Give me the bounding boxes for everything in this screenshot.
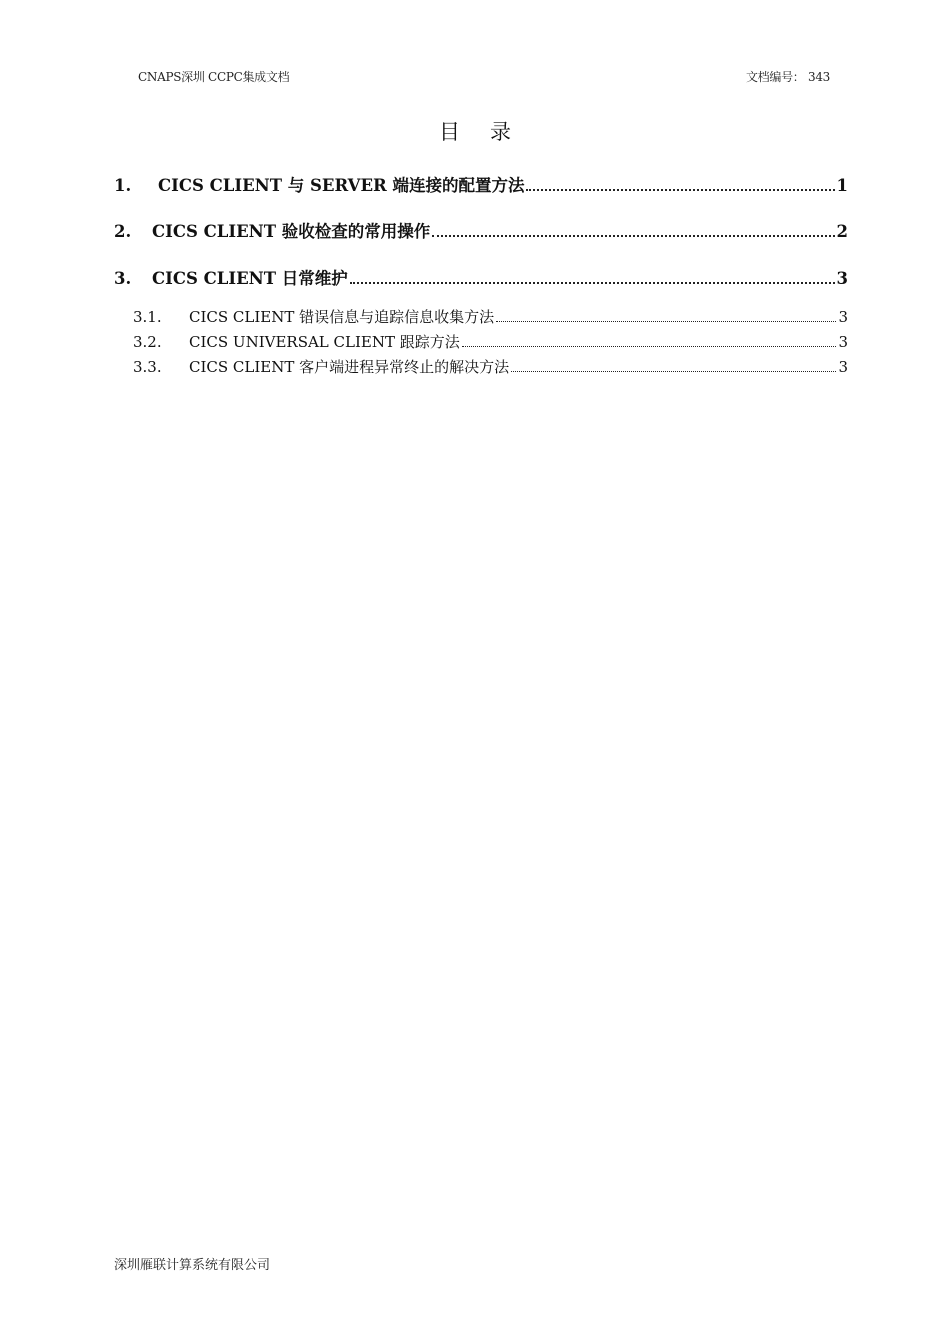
toc-entry-page: 1 (836, 176, 848, 195)
toc-leader-dots (350, 282, 835, 284)
toc-entry-2[interactable] (114, 218, 848, 242)
toc-entry-label: CICS CLIENT 错误信息与追踪信息收集方法 (189, 308, 495, 326)
toc-entry-label: CICS CLIENT 日常维护 (152, 269, 348, 288)
toc-entry-label: CICS CLIENT 验收检查的常用操作 (152, 222, 431, 241)
header-doc-title: CNAPS深圳 CCPC集成文档 (138, 70, 290, 84)
toc-entry-number: 3.1. (133, 308, 162, 326)
toc-entry-page: 2 (836, 222, 848, 241)
toc-entry-number: 3.2. (133, 333, 162, 351)
toc-entry-page: 3 (838, 333, 848, 351)
toc-entry-page: 3 (838, 358, 848, 376)
toc-leader-dots (462, 346, 837, 347)
toc-entry-label: CICS CLIENT 与 SERVER 端连接的配置方法 (158, 176, 525, 195)
header-doc-number: 文档编号： 343 (745, 70, 830, 84)
footer-company: 深圳雁联计算系统有限公司 (114, 1258, 271, 1273)
toc-leader-dots (526, 189, 834, 191)
toc-entry-label: CICS UNIVERSAL CLIENT 跟踪方法 (189, 333, 460, 351)
toc-leader-dots (511, 371, 836, 372)
toc-entry-3-2[interactable] (133, 331, 848, 352)
toc-entry-1[interactable] (114, 172, 848, 196)
toc-entry-number: 1. (114, 176, 132, 195)
toc-entry-number: 3.3. (133, 358, 162, 376)
toc-title: 目录 (439, 120, 541, 144)
toc-entry-number: 2. (114, 222, 132, 241)
toc-leader-dots (432, 235, 834, 237)
toc-entry-number: 3. (114, 269, 132, 288)
toc-entry-3-3[interactable] (133, 356, 848, 377)
toc-entry-page: 3 (838, 308, 848, 326)
toc-leader-dots (496, 321, 836, 322)
toc-entry-3-1[interactable] (133, 306, 848, 327)
toc-entry-3[interactable] (114, 265, 848, 289)
toc-entry-page: 3 (836, 269, 848, 288)
toc-entry-label: CICS CLIENT 客户端进程异常终止的解决方法 (189, 358, 510, 376)
